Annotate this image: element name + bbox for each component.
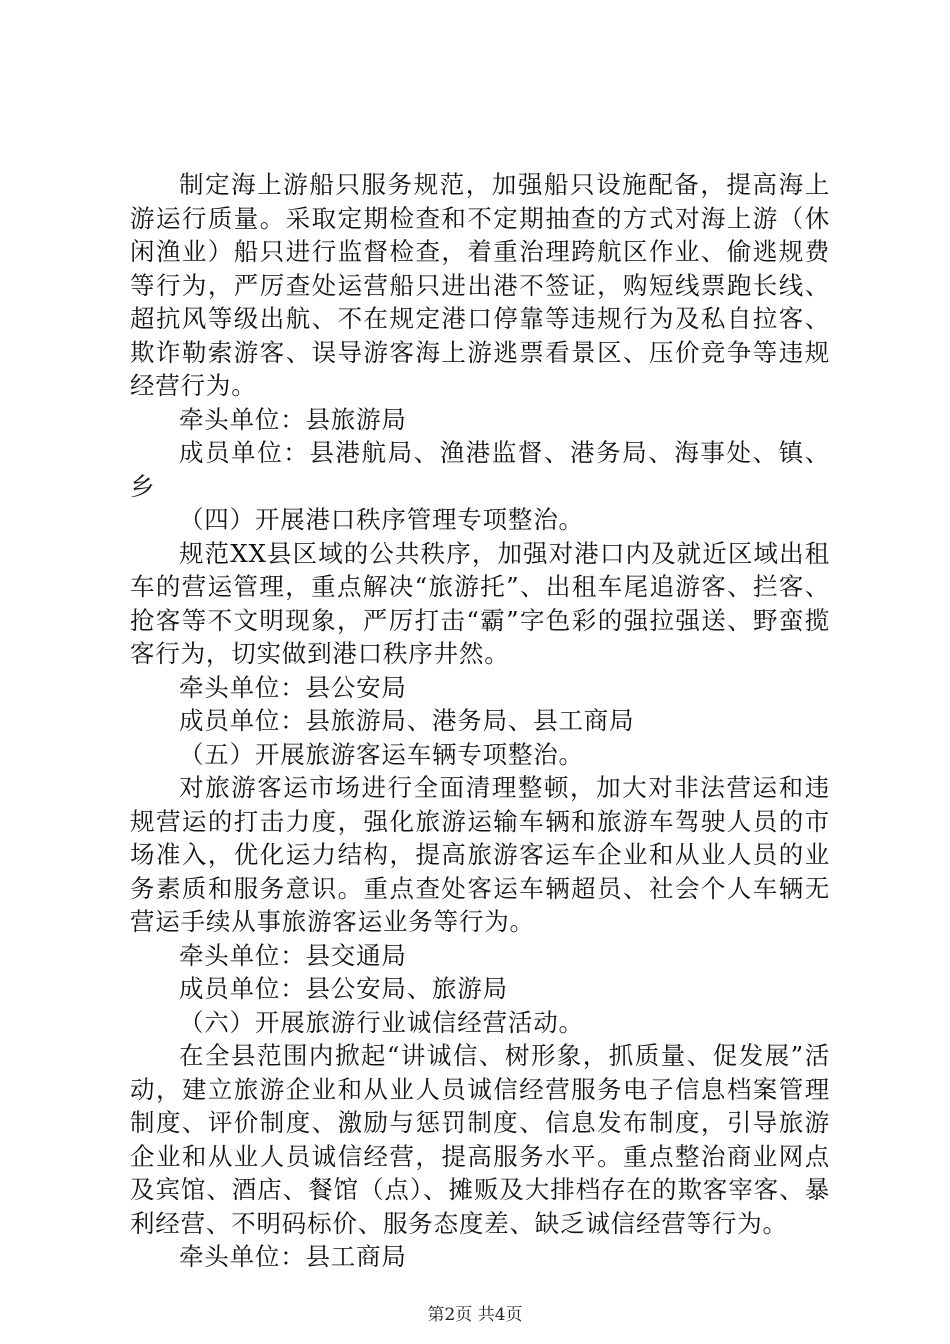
member-units-port: 成员单位：县港航局、渔港监督、港务局、海事处、镇、乡 — [130, 438, 830, 501]
lead-unit-commerce: 牵头单位：县工商局 — [179, 1242, 407, 1271]
lead-unit-public-security: 牵头单位：县公安局 — [179, 672, 407, 702]
section-heading-5: （五）开展旅游客运车辆专项整治。 — [179, 739, 584, 769]
lead-unit-tourism-bureau: 牵头单位：县旅游局 — [179, 404, 407, 434]
page-footer: 第2页 共4页 — [427, 1305, 523, 1325]
member-units-port-order: 成员单位：县旅游局、港务局、县工商局 — [179, 706, 635, 735]
paragraph-port-order: 规范XX县区域的公共秩序，加强对港口内及就近区域出租车的营运管理，重点解决“旅游托”、出租车尾追游客、拦客、抢客等不文明现象，严厉打击“霸”字色彩的强拉强送、野蛮揽客行为，切实做到港口秩序井然。 — [130, 538, 830, 668]
paragraph-cruise-ship-regulation: 制定海上游船只服务规范，加强船只设施配备，提高海上游运行质量。采取定期检查和不定期抽查的方式对海上游（休闲渔业）船只进行监督检查，着重治理跨航区作业、偷逃规费等行为，严厉查处运营船只进出港不签证，购短线票跑长线、超抗风等级出航、不在规定港口停靠等违规行为及私自拉客、欺诈勒索游客、误导游客海上游逃票看景区、压价竞争等违规经营行为。 — [130, 170, 830, 400]
section-heading-4: （四）开展港口秩序管理专项整治。 — [179, 505, 584, 534]
lead-unit-transport: 牵头单位：县交通局 — [179, 940, 407, 970]
paragraph-integrity-campaign: 在全县范围内掀起“讲诚信、树形象，抓质量、促发展”活动，建立旅游企业和从业人员诚信经营服务电子信息档案管理制度、评价制度、激励与惩罚制度、信息发布制度，引导旅游企业和从业人员诚信经营，提高服务水平。重点整治商业网点及宾馆、酒店、餐馆（点）、摊贩及大排档存在的欺客宰客、暴利经营、不明码标价、服务态度差、缺乏诚信经营等行为。 — [130, 1041, 830, 1238]
section-heading-6: （六）开展旅游行业诚信经营活动。 — [179, 1007, 584, 1037]
member-units-vehicles: 成员单位：县公安局、旅游局 — [179, 974, 508, 1003]
document-body — [130, 168, 830, 1274]
paragraph-passenger-vehicles: 对旅游客运市场进行全面清理整顿，加大对非法营运和违规营运的打击力度，强化旅游运输车辆和旅游车驾驶人员的市场准入，优化运力结构，提高旅游客运车企业和从业人员的业务素质和服务意识。重点查处客运车辆超员、社会个人车辆无营运手续从事旅游客运业务等行为。 — [130, 773, 830, 936]
